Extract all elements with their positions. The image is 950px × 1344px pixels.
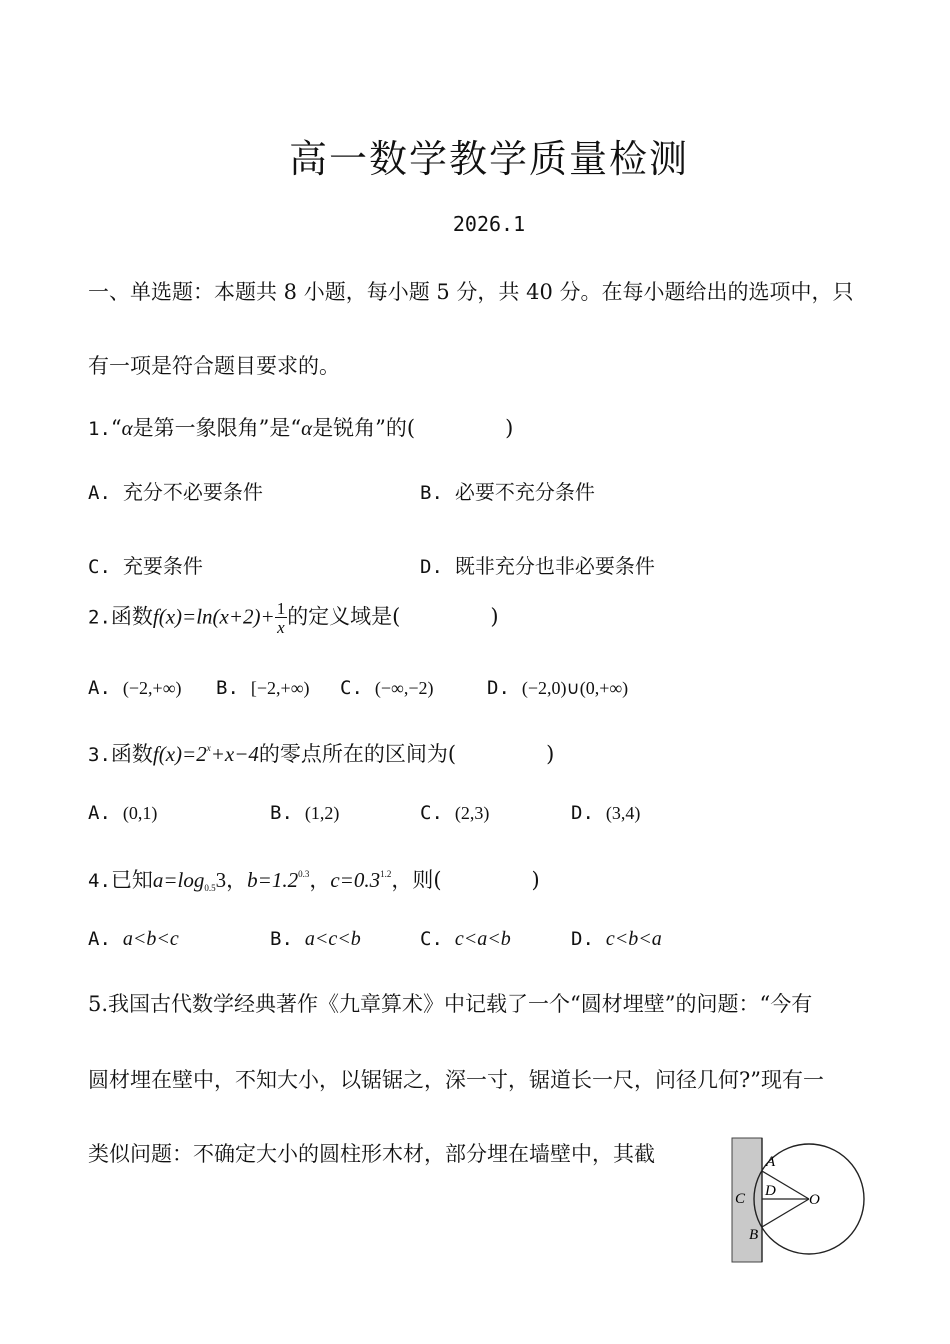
point-b-label: B (749, 1227, 759, 1243)
q1-option-a[interactable]: A. 充分不必要条件 (88, 480, 263, 504)
radius-ob (762, 1199, 809, 1227)
q1-option-b[interactable]: B. 必要不充分条件 (420, 480, 595, 504)
question-number: 1. (88, 418, 111, 440)
question-5-line1: 5.我国古代数学经典著作《九章算术》中记载了一个“圆材埋壁”的问题：“今有 (88, 992, 813, 1016)
fraction-1-over-x: $\frac{1}{x}$ (276, 599, 286, 637)
exam-date: 2026.1 (452, 212, 526, 236)
q3-option-c[interactable]: C. (2,3) (420, 802, 490, 824)
question-number: 3. (88, 744, 111, 766)
q1-option-d[interactable]: D. 既非充分也非必要条件 (420, 554, 655, 578)
question-4-stem: 4.已知$a=\log_{0.5}3$，$b=1.2^{0.3}$，$c=0.3^{1.2}$，则( ) (88, 868, 540, 893)
question-number: 4. (88, 870, 111, 892)
point-c-label: C (735, 1191, 746, 1207)
question-number: 2. (88, 606, 111, 629)
q2-option-d[interactable]: D. (−2,0)∪(0,+∞) (487, 677, 629, 699)
q4-option-c[interactable]: C. c<a<b (420, 928, 511, 950)
q3-option-a[interactable]: A. (0,1) (88, 802, 158, 824)
q4-option-b[interactable]: B. a<c<b (270, 928, 361, 950)
question-1-stem: 1.“α是第一象限角”是“α是锐角”的( ) (88, 416, 514, 440)
point-a-label: A (766, 1154, 776, 1170)
point-o-label: O (809, 1192, 820, 1208)
circle-in-wall-figure (725, 1135, 875, 1265)
question-5-line2: 圆材埋在壁中，不知大小，以锯锯之，深一寸，锯道长一尺，问径几何?”现有一 (88, 1068, 824, 1092)
section-instruction-line1: 一、单选题：本题共 8 小题，每小题 5 分，共 40 分。在每小题给出的选项中，只 (88, 280, 854, 304)
q3-option-d[interactable]: D. (3,4) (571, 802, 641, 824)
q4-option-a[interactable]: A. a<b<c (88, 928, 179, 950)
q3-option-b[interactable]: B. (1,2) (270, 802, 340, 824)
point-d-label: D (765, 1183, 776, 1199)
question-5-line3: 类似问题：不确定大小的圆柱形木材，部分埋在墙壁中，其截 (88, 1142, 655, 1166)
q2-option-a[interactable]: A. (−2,+∞) (88, 677, 182, 699)
q1-option-c[interactable]: C. 充要条件 (88, 554, 203, 578)
q2-option-c[interactable]: C. (−∞,−2) (340, 677, 434, 699)
section-instruction-line2: 有一项是符合题目要求的。 (88, 354, 340, 378)
q2-option-b[interactable]: B. [−2,+∞) (216, 677, 310, 699)
q4-option-d[interactable]: D. c<b<a (571, 928, 662, 950)
question-2-stem: 2.函数f(x)=ln(x+2)+ $\frac{1}{x}$ 的定义域是( ) (88, 599, 499, 637)
question-3-stem: 3.函数$f(x)=2^x+x-4$的零点所在的区间为( ) (88, 742, 555, 766)
page-title: 高一数学教学质量检测 (288, 137, 689, 181)
